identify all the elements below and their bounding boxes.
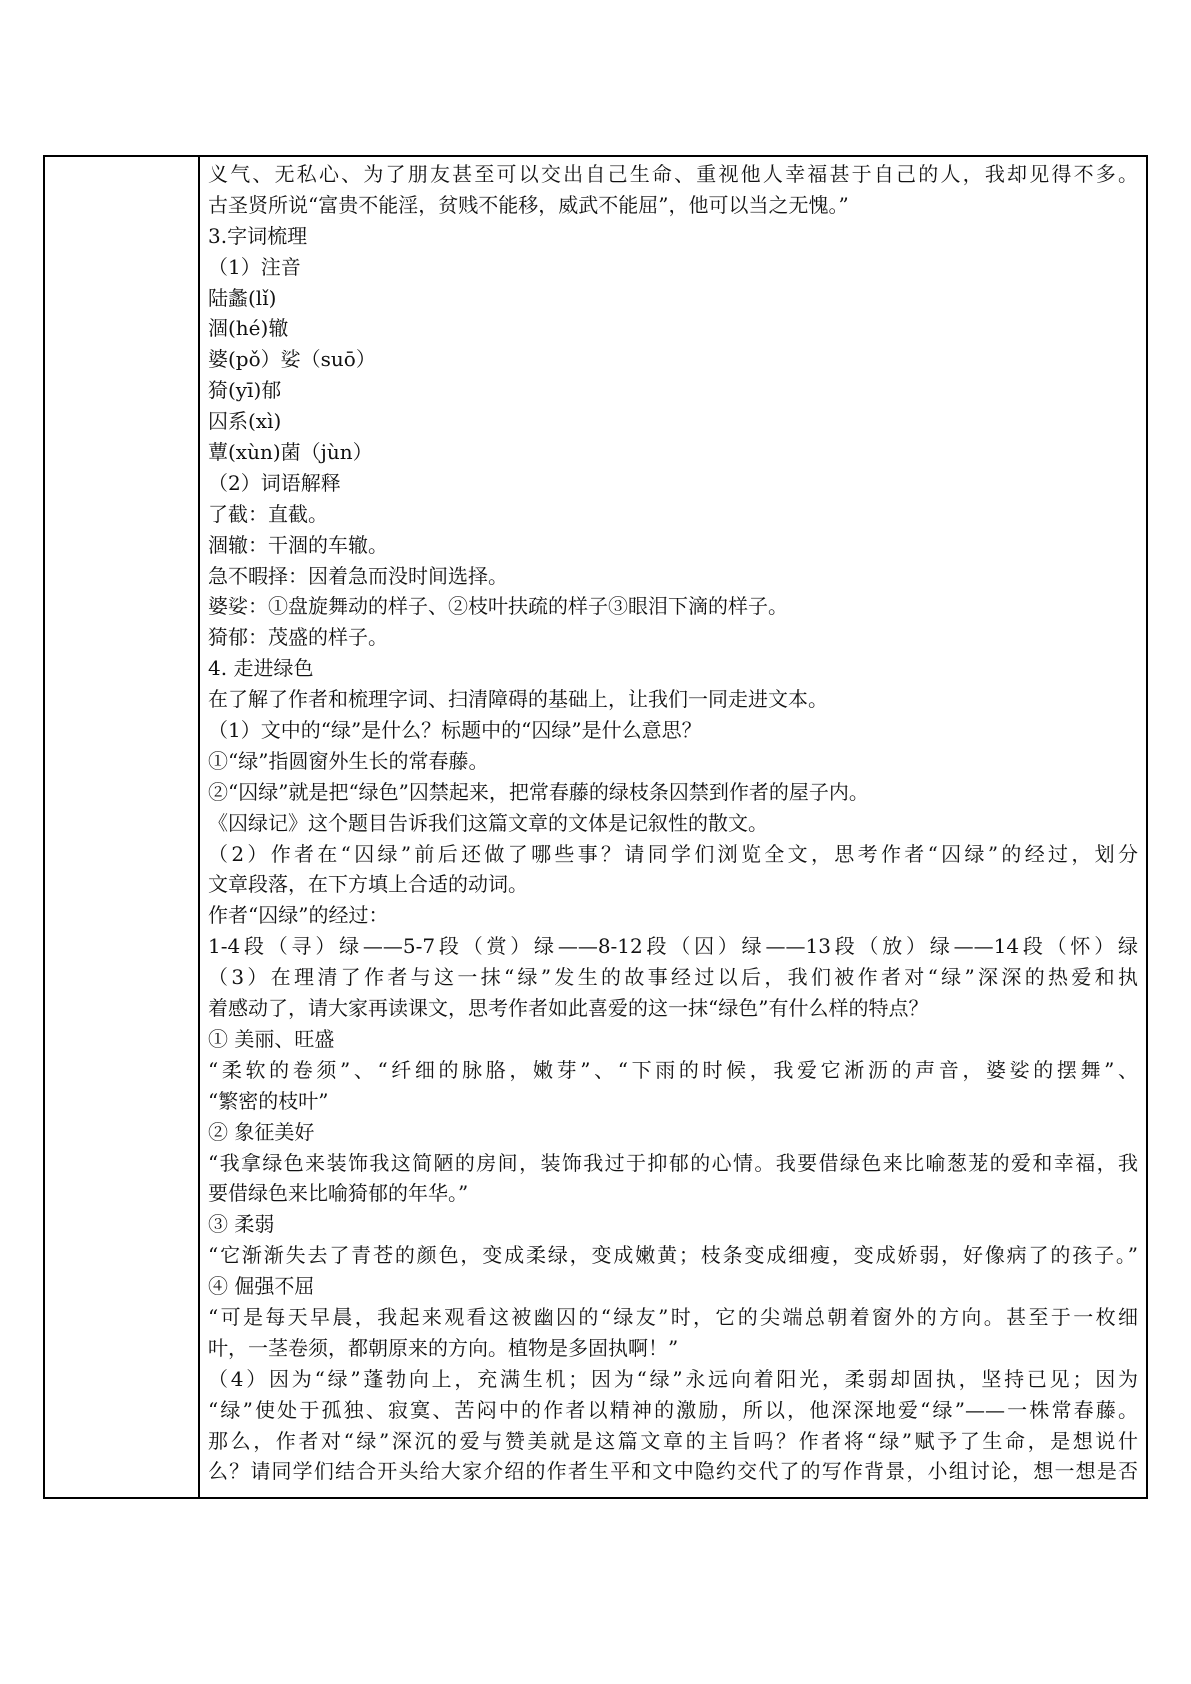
quote-line: 叶，一茎卷须，都朝原来的方向。植物是多固执啊！” bbox=[208, 1335, 679, 1360]
quote-line: “它渐渐失去了青苍的颜色，变成柔绿，变成嫩黄；枝条变成细瘦，变成娇弱，好像病了的孩子。” bbox=[208, 1243, 1138, 1268]
pinyin-item: 蕈(xùn)菌（jùn） bbox=[208, 440, 373, 465]
quote-line: “可是每天早晨，我起来观看这被幽囚的“绿友”时，它的尖端总朝着窗外的方向。甚至于一枚细 bbox=[208, 1304, 1138, 1329]
text-line: 作者“囚绿”的经过： bbox=[208, 903, 389, 928]
pinyin-item: 婆(pǒ）娑（suō） bbox=[208, 347, 376, 372]
answer-line: ②“囚绿”就是把“绿色”囚禁起来，把常春藤的绿枝条囚禁到作者的屋子内。 bbox=[208, 779, 869, 804]
empty-left-cell bbox=[44, 156, 199, 1498]
feature-heading: ④ 倔强不屈 bbox=[208, 1274, 315, 1299]
pinyin-item: 猗(yī)郁 bbox=[208, 378, 282, 403]
text-line: 义气、无私心、为了朋友甚至可以交出自己生命、重视他人幸福甚于自己的人，我却见得不多。 bbox=[208, 162, 1138, 186]
question-line: 文章段落，在下方填上合适的动词。 bbox=[208, 872, 528, 897]
pinyin-item: 涸(hé)辙 bbox=[208, 316, 289, 341]
text-line: 古圣贤所说“富贵不能淫，贫贱不能移，威武不能屈”，他可以当之无愧。” bbox=[208, 192, 849, 217]
quote-line: “繁密的枝叶” bbox=[208, 1088, 329, 1113]
pinyin-item: 囚系(xì) bbox=[208, 409, 282, 434]
quote-line: “柔软的卷须”、“纤细的脉胳，嫩芽”、“下雨的时候，我爱它淅沥的声音，婆娑的摆舞”、 bbox=[208, 1057, 1138, 1082]
answer-line: ①“绿”指圆窗外生长的常春藤。 bbox=[208, 748, 489, 773]
section-heading: 4. 走进绿色 bbox=[208, 656, 314, 681]
text-line: 么？请同学们结合开头给大家介绍的作者生平和文中隐约交代了的写作背景，小组讨论，想一想是否 bbox=[208, 1459, 1138, 1484]
table-row bbox=[44, 156, 1147, 1498]
lesson-table bbox=[43, 155, 1148, 1499]
quote-line: 要借绿色来比喻猗郁的年华。” bbox=[208, 1181, 469, 1206]
question-line: （1）文中的“绿”是什么？标题中的“囚绿”是什么意思？ bbox=[208, 718, 702, 743]
definition-item: 猗郁：茂盛的样子。 bbox=[208, 625, 388, 650]
feature-heading: ③ 柔弱 bbox=[208, 1212, 275, 1237]
question-line: （4）因为“绿”蓬勃向上，充满生机；因为“绿”永远向着阳光，柔弱却固执，坚持已见；因为 bbox=[208, 1366, 1138, 1391]
sequence-line: 1-4段（寻）绿——5-7段（赏）绿——8-12段（囚）绿——13段（放）绿——14段（怀）绿 bbox=[208, 934, 1138, 959]
text-line: 那么，作者对“绿”深沉的爱与赞美就是这篇文章的主旨吗？作者将“绿”赋予了生命，是想说什 bbox=[208, 1428, 1138, 1453]
subheading: （2）词语解释 bbox=[208, 470, 341, 495]
question-line: 着感动了，请大家再读课文，思考作者如此喜爱的这一抹“绿色”有什么样的特点？ bbox=[208, 996, 929, 1021]
question-line: （2）作者在“囚绿”前后还做了哪些事？请同学们浏览全文，思考作者“囚绿”的经过，划分 bbox=[208, 841, 1138, 866]
feature-heading: ① 美丽、旺盛 bbox=[208, 1026, 335, 1051]
subheading: （1）注音 bbox=[208, 254, 301, 279]
text-line: 《囚绿记》这个题目告诉我们这篇文章的文体是记叙性的散文。 bbox=[208, 810, 768, 835]
text-line: “绿”使处于孤独、寂寞、苦闷中的作者以精神的激励，所以，他深深地爱“绿”——一株常春藤。 bbox=[208, 1397, 1138, 1422]
definition-item: 涸辙：干涸的车辙。 bbox=[208, 532, 388, 557]
definition-item: 婆娑：①盘旋舞动的样子、②枝叶扶疏的样子③眼泪下滴的样子。 bbox=[208, 594, 788, 619]
text-line: 在了解了作者和梳理字词、扫清障碍的基础上，让我们一同走进文本。 bbox=[208, 687, 828, 712]
pinyin-item: 陆蠡(lǐ) bbox=[208, 285, 277, 310]
definition-item: 了截：直截。 bbox=[208, 501, 328, 526]
lesson-content-cell bbox=[199, 156, 1147, 1498]
question-line: （3）在理清了作者与这一抹“绿”发生的故事经过以后，我们被作者对“绿”深深的热爱和执 bbox=[208, 965, 1138, 990]
section-heading: 3.字词梳理 bbox=[208, 223, 308, 248]
quote-line: “我拿绿色来装饰我这简陋的房间，装饰我过于抑郁的心情。我要借绿色来比喻葱茏的爱和幸福，我 bbox=[208, 1150, 1138, 1175]
feature-heading: ② 象征美好 bbox=[208, 1119, 315, 1144]
definition-item: 急不暇择：因着急而没时间选择。 bbox=[208, 563, 508, 588]
